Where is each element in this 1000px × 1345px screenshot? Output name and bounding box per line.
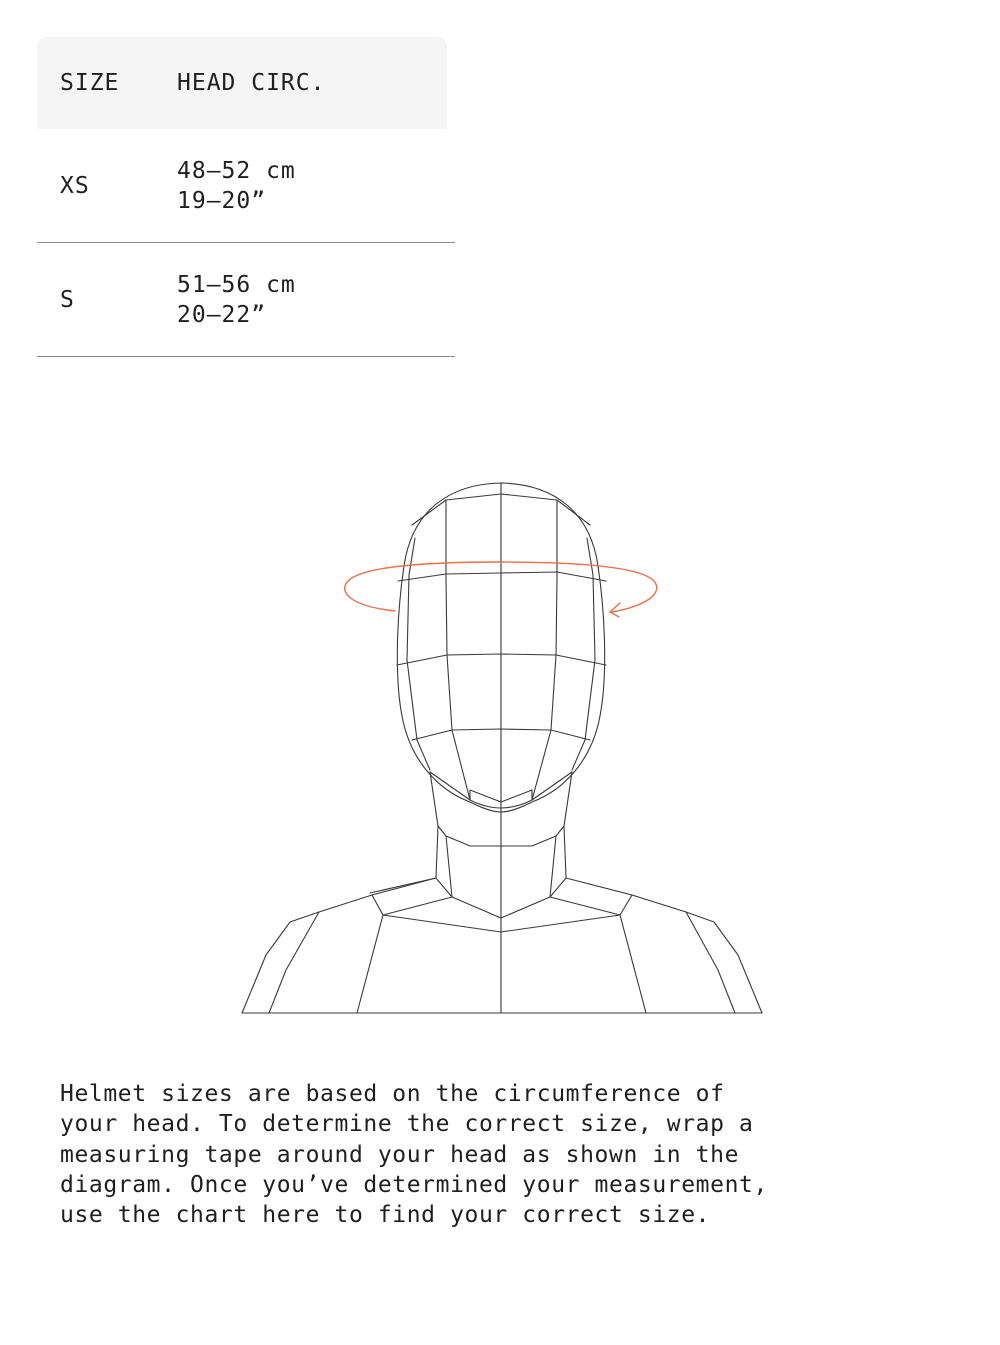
table-row	[37, 243, 455, 357]
head-measurement-icon	[240, 480, 765, 1020]
table-header	[37, 37, 447, 129]
header-size: SIZE	[60, 70, 120, 96]
size-cell: S	[60, 286, 75, 313]
size-chart-table	[37, 37, 455, 357]
sizing-instructions: Helmet sizes are based on the circumference of your head. To determine the correct size, wrap a measuring tape around your head as shown in the diagram. Once you’ve determined your measurement, use the chart here to find your correct size.	[60, 1081, 768, 1229]
circumference-cell	[177, 156, 296, 216]
circumference-cm: 51–56 cm	[177, 271, 296, 298]
circumference-inches: 20–22”	[177, 301, 267, 328]
circumference-cell	[177, 270, 296, 330]
circumference-cm: 48–52 cm	[177, 157, 296, 184]
circumference-inches: 19–20”	[177, 187, 267, 214]
size-cell: XS	[60, 172, 90, 199]
header-head-circ: HEAD CIRC.	[177, 70, 326, 96]
table-row	[37, 129, 455, 243]
